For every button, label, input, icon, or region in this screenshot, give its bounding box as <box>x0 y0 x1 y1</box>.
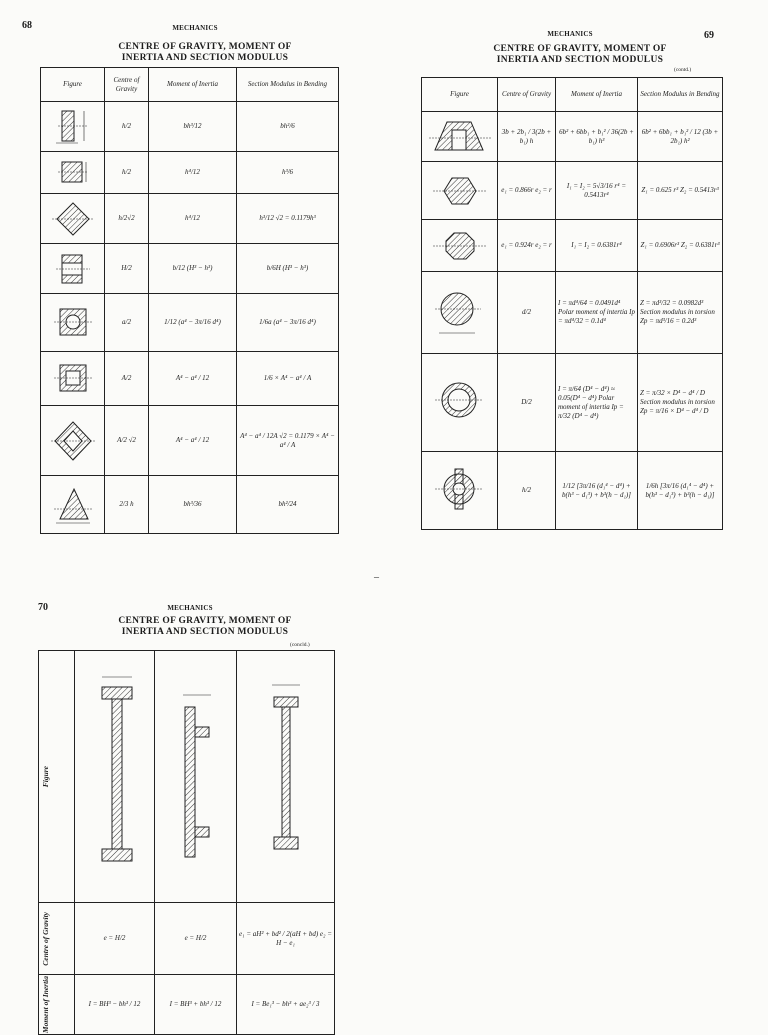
i-section-figure-1 <box>75 651 155 903</box>
cg-value: A/2 <box>105 352 149 406</box>
cg-value: D/2 <box>498 354 556 452</box>
title-line-1: CENTRE OF GRAVITY, MOMENT OF <box>118 42 292 52</box>
properties-table-70 <box>38 650 335 1035</box>
moi-value: 1/12 [3π/16 (d₁⁴ − d⁴) + b(h³ − d₁³) + b³(h − d₁)] <box>556 452 638 530</box>
row-label-figure: Figure <box>39 651 75 903</box>
sm-value: 1/6h [3π/16 (d₁⁴ − d⁴) + b(h³ − d₁³) + b³(h − d₁)] <box>638 452 723 530</box>
properties-table-69 <box>421 77 723 530</box>
separator-dash: – <box>374 572 379 583</box>
circle-with-keyways-figure <box>422 452 498 530</box>
title-line-1: CENTRE OF GRAVITY, MOMENT OF <box>118 616 292 626</box>
header-figure: Figure <box>422 78 498 112</box>
triangle-figure <box>41 476 105 534</box>
cg-value: e₁ = 0.866r e₂ = r <box>498 162 556 220</box>
page-title <box>80 616 330 638</box>
sm-value: A⁴ − a⁴ / 12A √2 = 0.1179 × A⁴ − a⁴ / A <box>237 406 339 476</box>
square-with-hole-figure <box>41 294 105 352</box>
page-number: 70 <box>38 602 48 613</box>
sm-value: 1/6a (a⁴ − 3π/16 d⁴) <box>237 294 339 352</box>
table-row <box>41 102 339 152</box>
i-section-figure-2 <box>155 651 237 903</box>
octagon-figure <box>422 220 498 272</box>
moi-value: I = π/64 (D⁴ − d⁴) ≈ 0.05(D⁴ − d⁴) Polar moment of intertia Ip = π/32 (D⁴ − d⁴) <box>556 354 638 452</box>
title-line-2: INERTIA AND SECTION MODULUS <box>121 53 289 63</box>
cg-value: H/2 <box>105 244 149 294</box>
cg-value: A/2 √2 <box>105 406 149 476</box>
table-row-moi <box>39 975 335 1035</box>
table-row <box>422 452 723 530</box>
sm-value: Z = πd³/32 = 0.0982d³ Section modulus in torsion Zp = πd³/16 = 0.2d³ <box>638 272 723 354</box>
row-label-moi: Moment of Inertia <box>39 975 75 1035</box>
hexagon-figure <box>422 162 498 220</box>
table-row <box>422 354 723 452</box>
moi-value: h⁴/12 <box>149 152 237 194</box>
square-diagonal-figure <box>41 194 105 244</box>
page-title <box>450 44 710 66</box>
sm-value: Z₁ = 0.6906r³ Z₂ = 0.6381r³ <box>638 220 723 272</box>
table-row-figures <box>39 651 335 903</box>
moi-value: bh³/36 <box>149 476 237 534</box>
table-row <box>422 220 723 272</box>
title-line-1: CENTRE OF GRAVITY, MOMENT OF <box>493 44 667 54</box>
moi-value: I₁ = I₂ = 0.6381r⁴ <box>556 220 638 272</box>
cg-value: e₁ = aH² + bd² / 2(aH + bd) e₂ = H − e₁ <box>237 903 335 975</box>
moi-value: I = πd⁴/64 = 0.0491d⁴ Polar moment of intertia Ip = πd⁴/32 = 0.1d⁴ <box>556 272 638 354</box>
moi-value: I₁ = I₂ = 5√3/16 r⁴ = 0.5413r⁴ <box>556 162 638 220</box>
cg-value: a/2 <box>105 294 149 352</box>
sm-value: 1/6 × A⁴ − a⁴ / A <box>237 352 339 406</box>
table-header <box>41 68 339 102</box>
header-moi: Moment of Inertia <box>149 68 237 102</box>
rectangle-figure <box>41 102 105 152</box>
sm-value: 6b² + 6bb₁ + b₁² / 12 (3b + 2b₁) h² <box>638 112 723 162</box>
header-figure: Figure <box>41 68 105 102</box>
cg-value: h/2 <box>498 452 556 530</box>
moi-value: A⁴ − a⁴ / 12 <box>149 406 237 476</box>
cg-value: e = H/2 <box>155 903 237 975</box>
solid-circle-figure <box>422 272 498 354</box>
hollow-square-diagonal-figure <box>41 406 105 476</box>
moi-value: 1/12 (a⁴ − 3π/16 d⁴) <box>149 294 237 352</box>
moi-value: A⁴ − a⁴ / 12 <box>149 352 237 406</box>
moi-value: I = BH³ − bh³ / 12 <box>75 975 155 1035</box>
header-moi: Moment of Inertia <box>556 78 638 112</box>
table-row <box>41 406 339 476</box>
header-sm: Section Modulus in Bending <box>638 78 723 112</box>
header-cg: Centre of Gravity <box>105 68 149 102</box>
cg-value: 3b + 2b₁ / 3(2b + b₁) h <box>498 112 556 162</box>
table-row <box>41 476 339 534</box>
square-figure <box>41 152 105 194</box>
row-label-cg: Centre of Gravity <box>39 903 75 975</box>
cg-value: e = H/2 <box>75 903 155 975</box>
hollow-rectangle-figure <box>41 244 105 294</box>
running-head: MECHANICS <box>167 604 213 612</box>
table-row <box>41 352 339 406</box>
cg-value: h/2 <box>105 102 149 152</box>
title-line-2: INERTIA AND SECTION MODULUS <box>496 55 664 65</box>
page-title <box>80 42 330 64</box>
moi-value: 6b² + 6bb₁ + b₁² / 36(2b + b₁) h³ <box>556 112 638 162</box>
table-row <box>422 272 723 354</box>
header-sm: Section Modulus in Bending <box>237 68 339 102</box>
hollow-circle-figure <box>422 354 498 452</box>
sm-value: h³/6 <box>237 152 339 194</box>
table-row <box>422 162 723 220</box>
cg-value: h/2 <box>105 152 149 194</box>
sm-value: bh²/24 <box>237 476 339 534</box>
contd-note: (contd.) <box>674 67 692 73</box>
t-section-figure <box>237 651 335 903</box>
sm-value: Z₁ = 0.625 r³ Z₂ = 0.5413r³ <box>638 162 723 220</box>
cg-value: h/2√2 <box>105 194 149 244</box>
cg-value: 2/3 h <box>105 476 149 534</box>
table-row <box>422 112 723 162</box>
sm-value: Z = π/32 × D⁴ − d⁴ / D Section modulus in torsion Zp = π/16 × D⁴ − d⁴ / D <box>638 354 723 452</box>
running-head: MECHANICS <box>172 24 218 32</box>
cg-value: e₁ = 0.924r e₂ = r <box>498 220 556 272</box>
moi-value: I = Be₁³ − bh³ + ae₂³ / 3 <box>237 975 335 1035</box>
table-row <box>41 294 339 352</box>
running-head: MECHANICS <box>547 30 593 38</box>
page-number: 69 <box>704 30 714 41</box>
concld-note: (concld.) <box>290 642 310 648</box>
properties-table-68 <box>40 67 339 534</box>
sm-value: h³/12 √2 = 0.1179h³ <box>237 194 339 244</box>
header-cg: Centre of Gravity <box>498 78 556 112</box>
title-line-2: INERTIA AND SECTION MODULUS <box>121 627 289 637</box>
moi-value: bh³/12 <box>149 102 237 152</box>
table-row <box>41 194 339 244</box>
moi-value: b/12 (H³ − h³) <box>149 244 237 294</box>
table-row <box>41 152 339 194</box>
table-header <box>422 78 723 112</box>
trapezoid-figure <box>422 112 498 162</box>
page-number: 68 <box>22 20 32 31</box>
hollow-square-figure <box>41 352 105 406</box>
sm-value: b/6H (H³ − h³) <box>237 244 339 294</box>
sm-value: bh²/6 <box>237 102 339 152</box>
table-row-cg <box>39 903 335 975</box>
moi-value: h⁴/12 <box>149 194 237 244</box>
moi-value: I = BH³ + bh³ / 12 <box>155 975 237 1035</box>
cg-value: d/2 <box>498 272 556 354</box>
table-row <box>41 244 339 294</box>
